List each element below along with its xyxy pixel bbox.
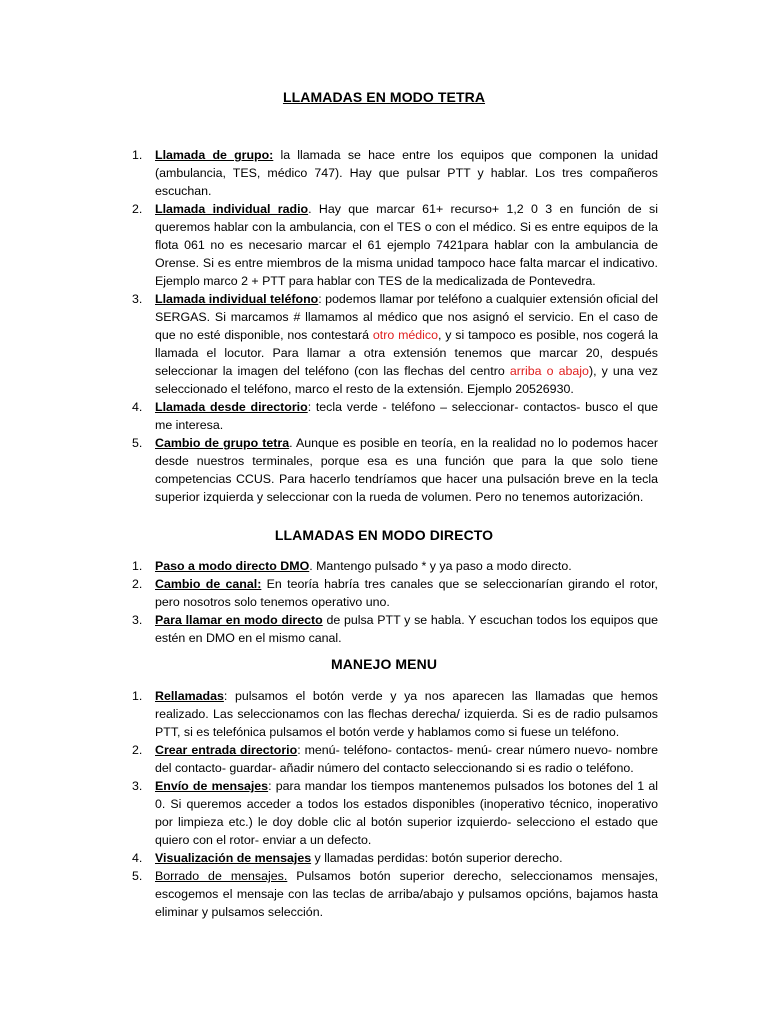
- list-item: [0, 867, 768, 921]
- item-label: Para llamar en modo directo: [155, 613, 323, 627]
- item-number: 5.: [132, 436, 143, 450]
- item-number: 4.: [132, 400, 143, 414]
- item-label: Llamada desde directorio: [155, 400, 308, 414]
- section-title-modo-tetra: LLAMADAS EN MODO TETRA: [282, 89, 486, 105]
- item-number: 2.: [132, 202, 143, 216]
- item-label: Cambio de canal:: [155, 577, 262, 591]
- item-text: : menú- teléfono- contactos- menú- crear número nuevo- nombre del contacto- guardar- añadir número del contacto seleccionando si es radio o teléfono.: [155, 743, 658, 775]
- item-text: : tecla verde - teléfono – seleccionar- contactos- busco el que me interesa.: [155, 400, 658, 432]
- list-item: [0, 777, 768, 849]
- item-label: Llamada de grupo:: [155, 148, 274, 162]
- item-text: : para mandar los tiempos mantenemos pulsados los botones del 1 al 0. Si queremos acceder a todos los estados disponibles (inoperativo técnico, inoperativo por limpieza etc.) le doy doble clic al botón superior izquierdo- selecciono el estado que quiero con el rotor- enviar a un defecto.: [155, 779, 658, 847]
- section-title-modo-directo: LLAMADAS EN MODO DIRECTO: [274, 527, 494, 543]
- list-item: [0, 434, 768, 506]
- list-item: [0, 398, 768, 434]
- item-text: y llamadas perdidas: botón superior derecho.: [311, 851, 563, 865]
- item-text: . Aunque es posible en teoría, en la realidad no lo podemos hacer desde nuestros terminales, porque esa es una función que para la que solo tiene competencias CCUS. Para hacerlo tendríamos que hacer una pulsación breve en la tecla superior izquierda y seleccionar con la rueda de volumen. Pero no tenemos autorización.: [155, 436, 658, 504]
- item-text: : podemos llamar por teléfono a cualquier extensión oficial del SERGAS. Si marcamos # llamamos al médico que nos asignó el servicio. En el caso de que no esté disponible, nos contestará: [155, 292, 658, 342]
- item-text: , y si tampoco es posible, nos cogerá la llamada el locutor. Para llamar a otra extensión tenemos que marcar 20, después seleccionar la imagen del teléfono (con las flechas del centro: [155, 328, 659, 378]
- list-item: [0, 575, 768, 611]
- list-modo-directo: [0, 557, 768, 647]
- item-number: 5.: [132, 869, 143, 883]
- item-label: Borrado de mensajes.: [155, 869, 288, 883]
- item-number: 3.: [132, 779, 143, 793]
- item-text: Pulsamos botón superior derecho, seleccionamos mensajes, escogemos el mensaje con las teclas de arriba/abajo y pulsamos opcións, bajamos hasta eliminar y pulsamos selección.: [155, 869, 658, 919]
- item-number: 2.: [132, 743, 143, 757]
- list-modo-tetra: [0, 146, 768, 506]
- item-text: : pulsamos el botón verde y ya nos aparecen las llamadas que hemos realizado. Las seleccionamos con las flechas derecha/ izquierda. Si es de radio pulsamos PTT, si es telefónica pulsamos el botón verde y hablamos como si fuese un teléfono.: [155, 689, 658, 739]
- list-item: [0, 687, 768, 741]
- list-item: [0, 146, 768, 200]
- list-item: [0, 849, 768, 867]
- item-text: la llamada se hace entre los equipos que componen la unidad (ambulancia, TES, médico 747). Hay que pulsar PTT y hablar. Los tres compañeros escuchan.: [155, 148, 659, 198]
- item-label: Paso a modo directo DMO: [155, 559, 310, 573]
- item-label: Rellamadas: [155, 689, 224, 703]
- list-item: [0, 611, 768, 647]
- item-label: Llamada individual teléfono: [155, 292, 319, 306]
- item-label: Llamada individual radio: [155, 202, 309, 216]
- item-text: . Hay que marcar 61+ recurso+ 1,2 0 3 en función de si queremos hablar con la ambulancia, con el TES o con el médico. Si es entre equipos de la flota 061 no es necesario marcar el 61 ejemplo 7421para hablar con la ambulancia de Orense. Si es entre miembros de la misma unidad tampoco hace falta marcar el indicativo. Ejemplo marco 2 + PTT para hablar con TES de la medicalizada de Pontevedra.: [155, 202, 658, 288]
- item-number: 3.: [132, 292, 143, 306]
- list-manejo-menu: [0, 687, 768, 921]
- item-number: 4.: [132, 851, 143, 865]
- item-text: En teoría habría tres canales que se seleccionarían girando el rotor, pero nosotros solo tenemos operativo uno.: [155, 577, 659, 609]
- item-label: Crear entrada directorio: [155, 743, 298, 757]
- item-label: Envío de mensajes: [155, 779, 269, 793]
- highlighted-text: arriba o abajo: [509, 364, 589, 378]
- list-item: [0, 557, 768, 575]
- item-text: de pulsa PTT y se habla. Y escuchan todos los equipos que estén en DMO en el mismo canal.: [155, 613, 658, 645]
- item-number: 1.: [132, 689, 143, 703]
- item-label: Cambio de grupo tetra: [155, 436, 290, 450]
- item-text: ), y una vez seleccionado el teléfono, marco el resto de la extensión. Ejemplo 20526930.: [155, 364, 658, 396]
- highlighted-text: otro médico: [372, 328, 439, 342]
- item-number: 1.: [132, 148, 143, 162]
- item-number: 3.: [132, 613, 143, 627]
- item-number: 2.: [132, 577, 143, 591]
- list-item: [0, 290, 768, 398]
- item-text: . Mantengo pulsado * y ya paso a modo directo.: [309, 559, 572, 573]
- section-title-manejo-menu: MANEJO MENU: [330, 656, 438, 672]
- item-number: 1.: [132, 559, 143, 573]
- item-label: Visualización de mensajes: [155, 851, 312, 865]
- list-item: [0, 200, 768, 290]
- list-item: [0, 741, 768, 777]
